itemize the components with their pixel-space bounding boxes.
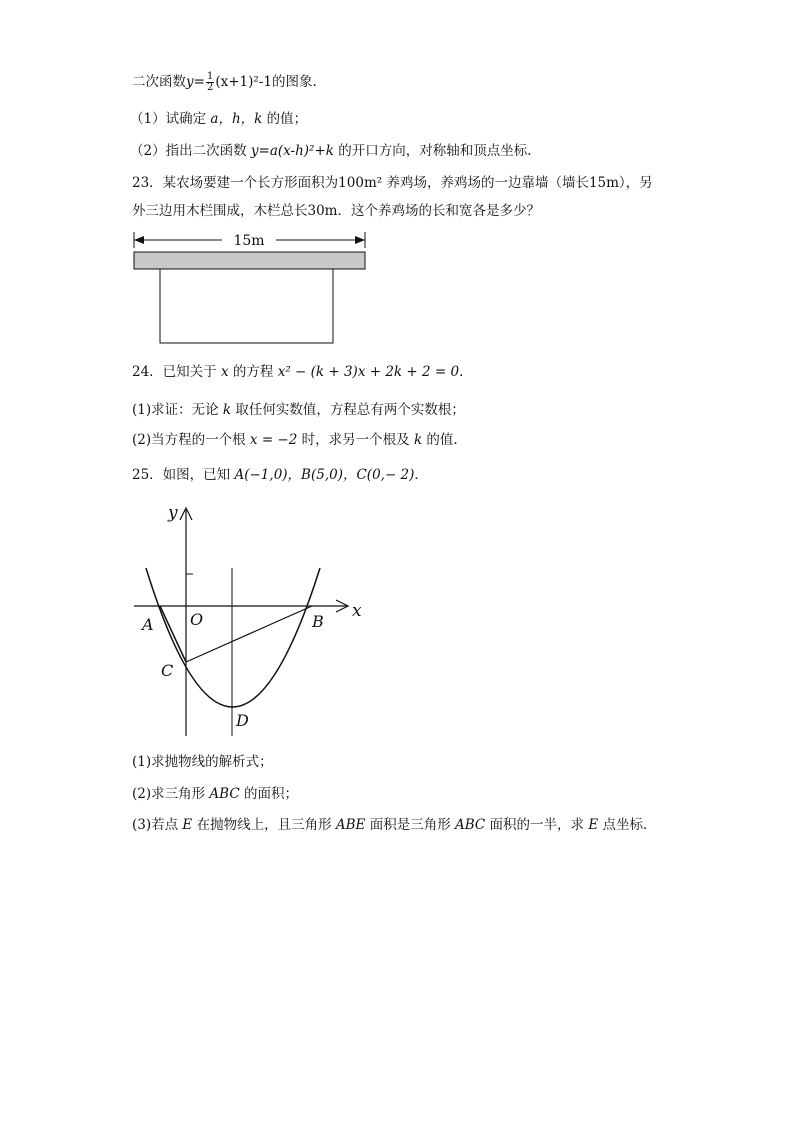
label-d: D	[236, 711, 249, 730]
q25-p3-e: E	[182, 817, 193, 833]
intro-eq-lhs: y=	[186, 74, 205, 90]
q22-1-text-b: 的值；	[262, 111, 308, 127]
q25-p3-e2: E	[588, 817, 599, 833]
q24-stem-eq: x² − (k + 3)x + 2k + 2 = 0	[277, 364, 460, 380]
q24-part2	[132, 431, 458, 449]
y-axis-label: y	[168, 503, 178, 523]
q25-p3-abc: ABC	[455, 817, 486, 833]
q24-p2-var: k	[413, 432, 423, 448]
segment-ac	[160, 606, 186, 662]
label-b: B	[312, 612, 324, 631]
q24-stem-b: 的方程	[228, 364, 278, 380]
wall-rect	[134, 252, 365, 269]
q24-p2-eq: x = −2	[249, 432, 298, 448]
arrow-right-icon	[355, 236, 365, 244]
intro-suffix: 的图象.	[271, 74, 317, 90]
q24-part1	[132, 401, 465, 419]
q22-1-vars: a，h，k	[210, 111, 263, 127]
q22-2-equation: y=a(x-h)²+k	[250, 143, 334, 159]
label-a: A	[142, 615, 154, 634]
wall-length-label: 15m	[233, 233, 265, 249]
q25-part1: (1)求抛物线的解析式；	[132, 754, 273, 770]
x-axis-label: x	[352, 601, 362, 621]
q24-p2-c: 的值.	[422, 432, 458, 448]
intro-frac-den: 2	[206, 82, 214, 93]
q25-part3	[132, 816, 657, 834]
q25-p2-a: (2)求三角形	[132, 786, 210, 802]
q25-stem-b: ．	[414, 467, 428, 483]
q22-2-text-a: （2）指出二次函数	[130, 143, 251, 159]
label-o: O	[190, 610, 204, 629]
intro-prefix: 二次函数	[132, 74, 186, 90]
q23-line2: 外三边用木栏围成，木栏总长30m．这个养鸡场的长和宽各是多少？	[132, 203, 540, 219]
parabola	[146, 568, 320, 707]
q24-p2-a: (2)当方程的一个根	[132, 432, 250, 448]
q25-stem-a: 25．如图，已知	[132, 467, 235, 483]
intro-eq-rest: (x+1)²-1	[215, 74, 272, 90]
intro-frac-num: 1	[206, 71, 214, 82]
q22-part2	[130, 142, 532, 160]
q25-stem	[132, 466, 428, 484]
q25-p3-c: 面积是三角形	[365, 817, 455, 833]
q24-stem-a: 24．已知关于	[132, 364, 221, 380]
q25-p3-abe: ABE	[335, 817, 366, 833]
q25-p3-a: (3)若点	[132, 817, 183, 833]
intro-fraction	[206, 72, 214, 93]
q25-p3-b: 在抛物线上，且三角形	[192, 817, 336, 833]
q24-p2-b: 时，求另一个根及	[297, 432, 414, 448]
q25-p3-f: 点坐标．	[598, 817, 657, 833]
q24-p1-var: k	[222, 402, 232, 418]
q25-p2-b: 的面积；	[239, 786, 298, 802]
q25-graph	[128, 500, 368, 740]
q23-figure	[130, 230, 370, 348]
segment-bc	[186, 606, 312, 662]
q25-points: A(−1,0)，B(5,0)，C(0,− 2)	[234, 467, 415, 483]
intro-line	[132, 72, 317, 93]
q24-stem	[132, 363, 473, 381]
q23-line1: 23．某农场要建一个长方形面积为100m² 养鸡场，养鸡场的一边靠墙（墙长15m），另	[132, 175, 653, 191]
q25-p2-abc: ABC	[209, 786, 240, 802]
q24-p1-a: (1)求证：无论	[132, 402, 223, 418]
label-c: C	[161, 661, 174, 680]
pen-rect	[160, 269, 333, 343]
q22-1-text-a: （1）试确定	[130, 111, 211, 127]
q25-p3-d: 面积的一半，求	[485, 817, 589, 833]
q24-p1-b: 取任何实数值，方程总有两个实数根；	[231, 402, 465, 418]
q24-stem-c: ．	[459, 364, 473, 380]
q22-2-text-b: 的开口方向，对称轴和顶点坐标.	[333, 143, 532, 159]
arrow-left-icon	[134, 236, 144, 244]
q24-stem-var: x	[220, 364, 229, 380]
q22-part1	[130, 110, 307, 128]
q25-part2	[132, 785, 298, 803]
